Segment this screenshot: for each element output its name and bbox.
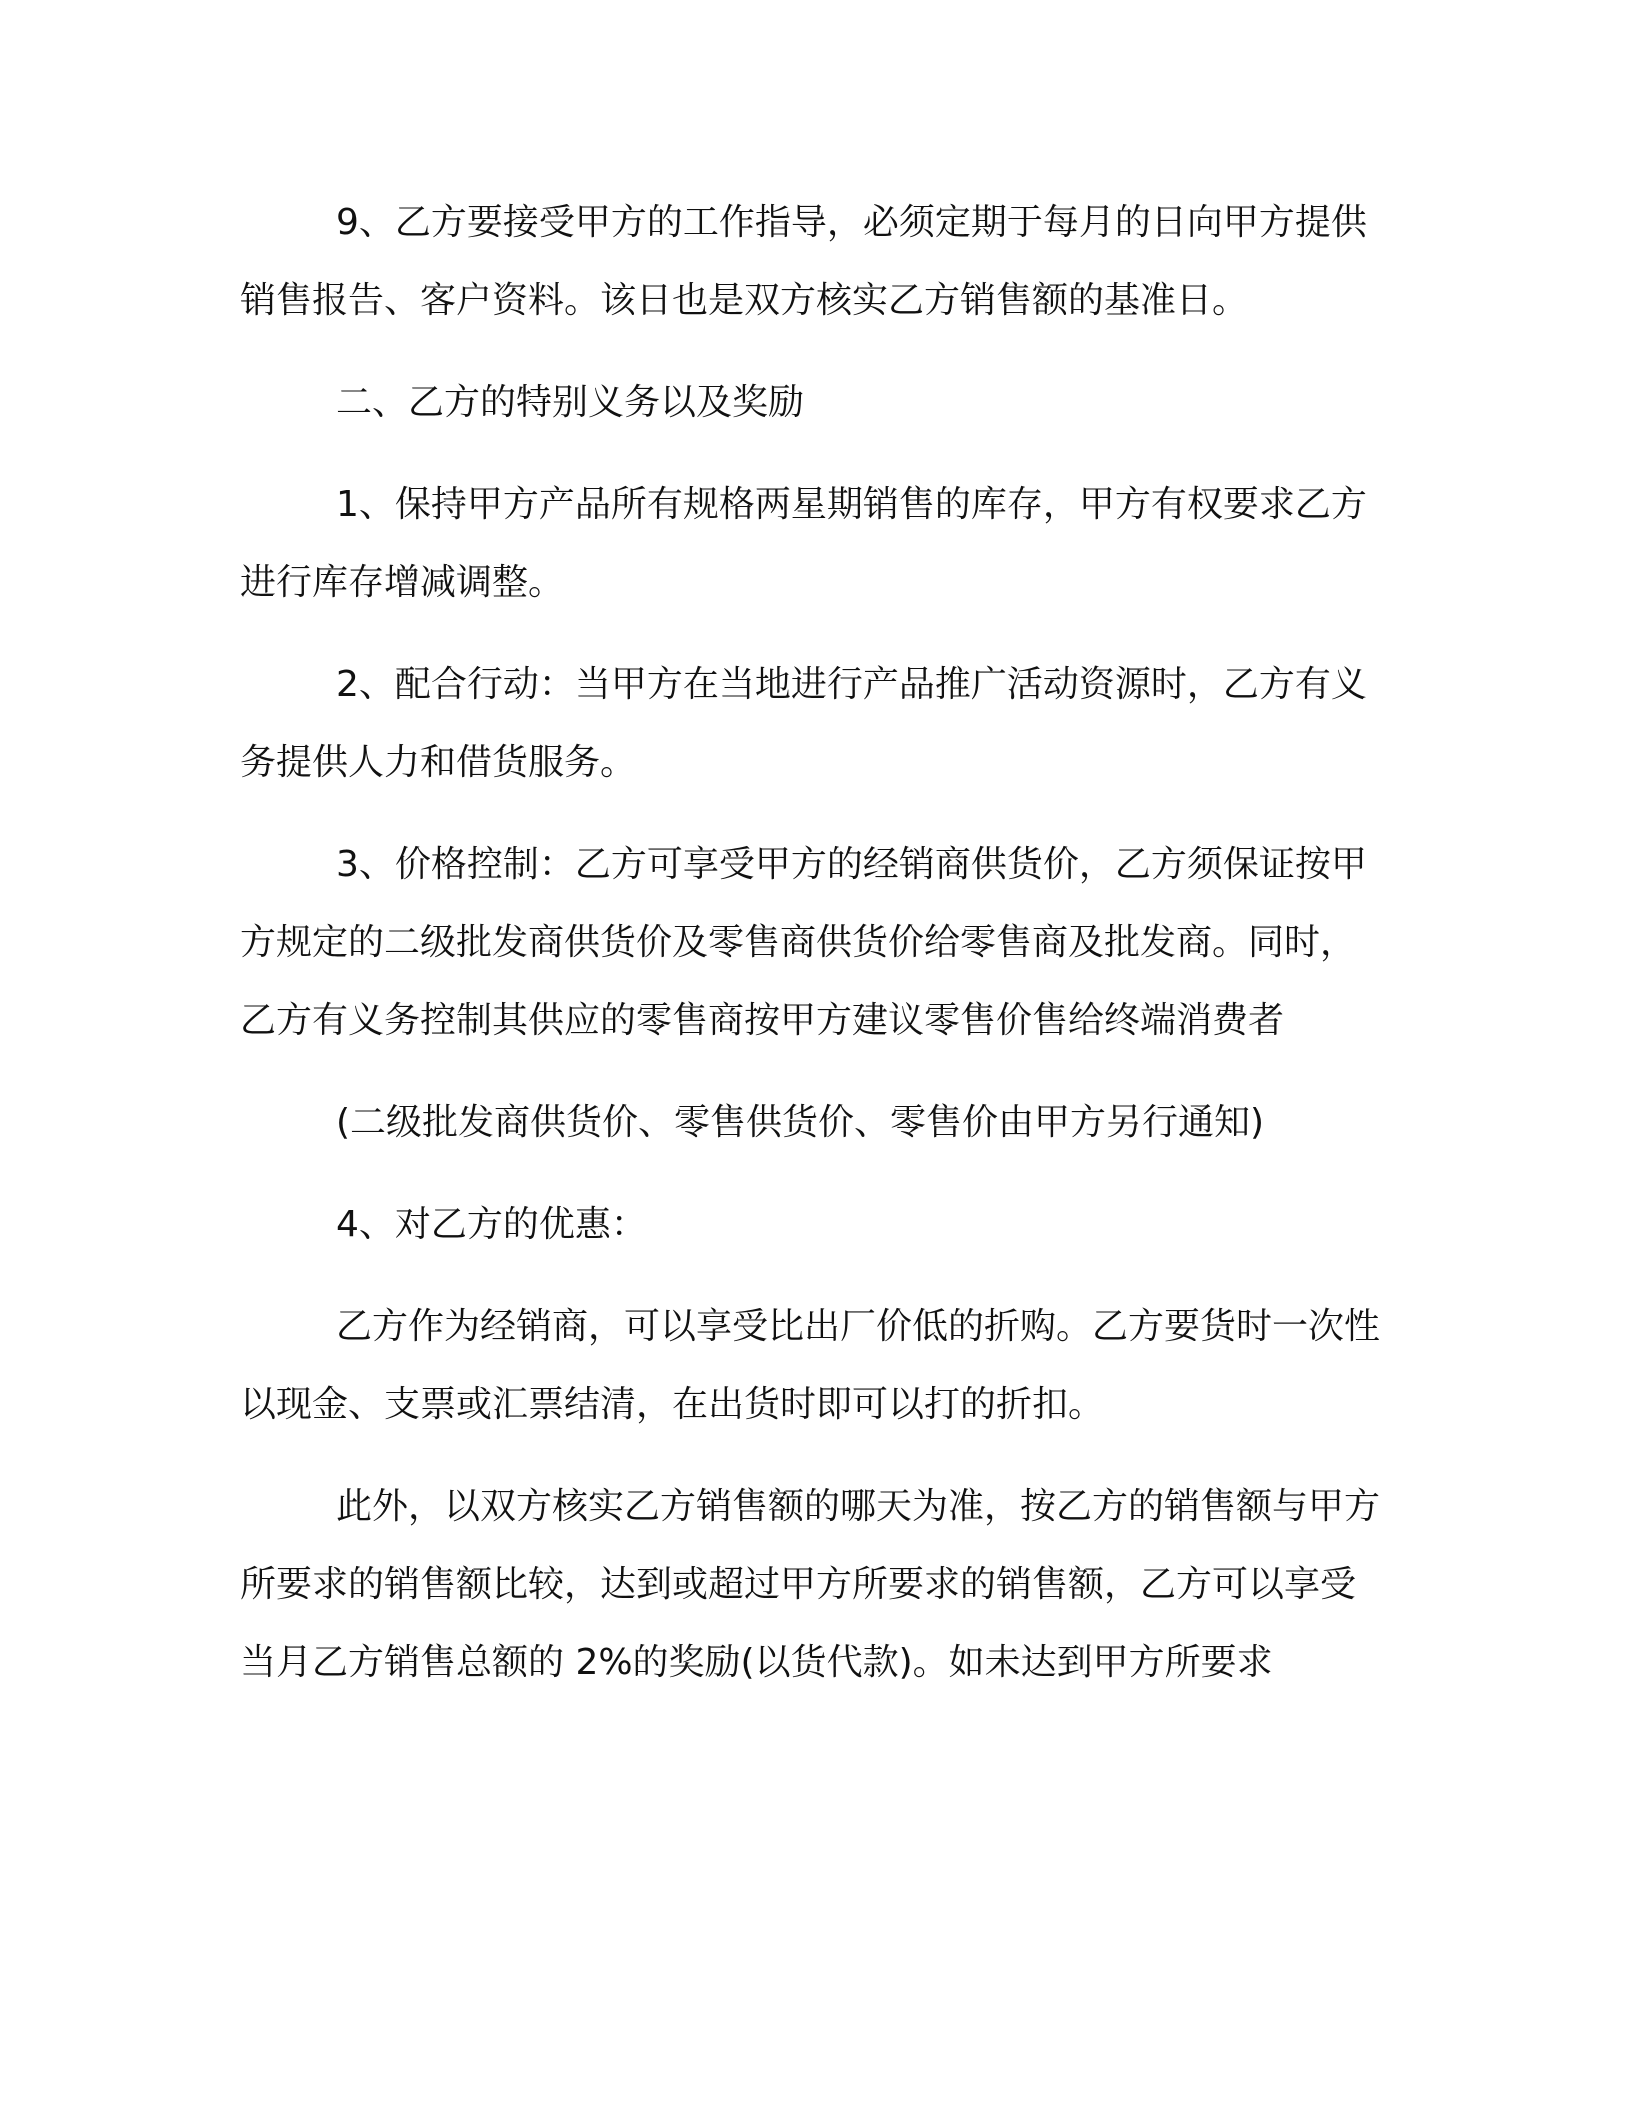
paragraph-reward-detail: 此外，以双方核实乙方销售额的哪天为准，按乙方的销售额与甲方所要求的销售额比较，达到或超过甲方所要求的销售额，乙方可以享受当月乙方销售总额的 2%的奖励(以货代款)。如未达到甲方所要求 bbox=[240, 1486, 1381, 1683]
paragraph-discount-detail: 乙方作为经销商，可以享受比出厂价低的折购。乙方要货时一次性以现金、支票或汇票结清，在出货时即可以打的折扣。 bbox=[240, 1306, 1381, 1425]
paragraph-price-note: (二级批发商供货价、零售供货价、零售价由甲方另行通知) bbox=[336, 1102, 1265, 1143]
document-body bbox=[240, 184, 1380, 1726]
paragraph-clause-2-cooperation: 2、配合行动：当甲方在当地进行产品推广活动资源时，乙方有义务提供人力和借货服务。 bbox=[240, 664, 1367, 783]
paragraph-clause-3-price-control: 3、价格控制：乙方可享受甲方的经销商供货价，乙方须保证按甲方规定的二级批发商供货价及零售商供货价给零售商及批发商。同时，乙方有义务控制其供应的零售商按甲方建议零售价售给终端消费者 bbox=[240, 844, 1367, 1041]
paragraph-clause-1-inventory: 1、保持甲方产品所有规格两星期销售的库存，甲方有权要求乙方进行库存增减调整。 bbox=[240, 484, 1367, 603]
paragraph-clause-4-discount-heading: 4、对乙方的优惠： bbox=[336, 1204, 647, 1245]
paragraph-clause-9: 9、乙方要接受甲方的工作指导，必须定期于每月的日向甲方提供销售报告、客户资料。该日也是双方核实乙方销售额的基准日。 bbox=[240, 202, 1367, 321]
section-heading-special-obligations: 二、乙方的特别义务以及奖励 bbox=[336, 382, 805, 423]
